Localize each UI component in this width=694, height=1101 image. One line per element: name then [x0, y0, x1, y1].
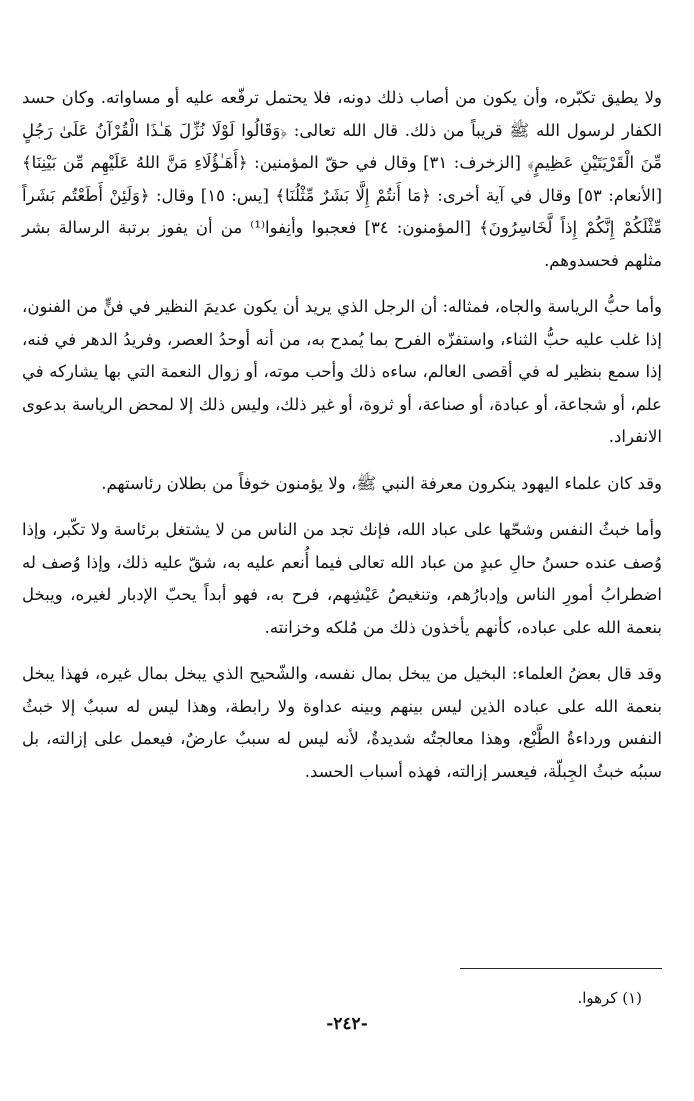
paragraph-4: وأما خبثُ النفس وشحّها على عباد الله، فإنك تجد من الناس من لا يشتغل برئاسة ولا تكّبر، وإذا وُصف عنده حسنُ حالِ عبدٍ من عباد الله تعالى فيما أُنعم عليه به، شقّ عليه ذلك، وإذا وُصف له اضطرابُ أمورِ الناس وإدبارُهم، وتنغيصُ عَيْشِهم، فرح به، فهو أبداً يحبّ الإدبار لغيره، ويبخل بنعمة الله على عباده، كأنهم يأخذون ذلك من مُلكه وخزانته.: [22, 520, 662, 637]
paragraph-1: ولا يطيق تكبّره، وأن يكون من أصاب ذلك دونه، فلا يحتمل ترفّعه عليه أو مساواته. وكان حسد الكفار لرسول الله ﷺ قريباً من ذلك. قال الله تعالى: ﴿وَقَالُوا لَوْلَا نُزِّلَ هَـٰذَا الْقُرْآنُ عَلَىٰ رَجُلٍ مِّنَ الْقَرْيَتَيْنِ عَظِيمٍ﴾ [الزخرف: ٣١] وقال في حقّ المؤمنين: ﴿أَهَـٰؤُلَاءِ مَنَّ اللهُ عَلَيْهِم مِّن بَيْنِنَا﴾ [الأنعام: ٥٣] وقال في آية أخرى: ﴿مَا أَنتُمْ إِلَّا بَشَرٌ مِّثْلُنَا﴾ [يس: ١٥] وقال: ﴿وَلَئِنْ أَطَعْتُم بَشَراً مِّثْلَكُمْ إِنَّكُمْ إِذاً لَّخَاسِرُونَ﴾ [المؤمنون: ٣٤] فعجبوا وأنِفوا⁽¹⁾ من أن يفوز برتبة الرسالة بشر مثلهم فحسدوهم.: [22, 88, 663, 270]
paragraph-3: وقد كان علماء اليهود ينكرون معرفة النبي ﷺ، ولا يؤمنون خوفاً من بطلان رئاستهم.: [101, 473, 662, 493]
page-number: -٢٤٢-: [326, 1014, 368, 1034]
paragraph-2: وأما حبُّ الرياسة والجاه، فمثاله: أن الرجل الذي يريد أن يكون عديمَ النظير في فنٍّ من الفنون، إذا غلب عليه حبُّ الثناء، واستفزّه الفرح بما يُمدح به، من أنه أوحدُ العصر، وفريدُ الدهر في فنه، إذا سمع بنظير له في أقصى العالم، ساءه ذلك وأحب موته، أو زوال النعمة التي بها يشاركه في علم، أو شجاعة، أو عبادة، أو صناعة، أو ثروة، أو غير ذلك، وليس ذلك إلا لمحض الرياسة بدعوى الانفراد.: [22, 297, 662, 446]
footnote-divider: [460, 968, 662, 969]
paragraph-5: وقد قال بعضُ العلماء: البخيل من يبخل بمال نفسه، والشّحيح الذي يبخل بمال غيره، فهذا يبخل بنعمة الله على عباده الذين ليس بينهم وبينه عداوة ولا رابطة، وهذا ليس له سببٌ إلا خبثُ النفس ورداءةُ الطَّبْع، وهذا معالجتُه شديدةٌ، لأنه ليس له سببٌ عارضٌ، فيعمل على إزالته، بل سببُه خبثُ الجِبلّة، فيعسر إزالته، فهذه أسباب الحسد.: [22, 664, 662, 781]
page-body: [22, 82, 662, 802]
footnote: (١) كرهوا.: [577, 989, 642, 1007]
